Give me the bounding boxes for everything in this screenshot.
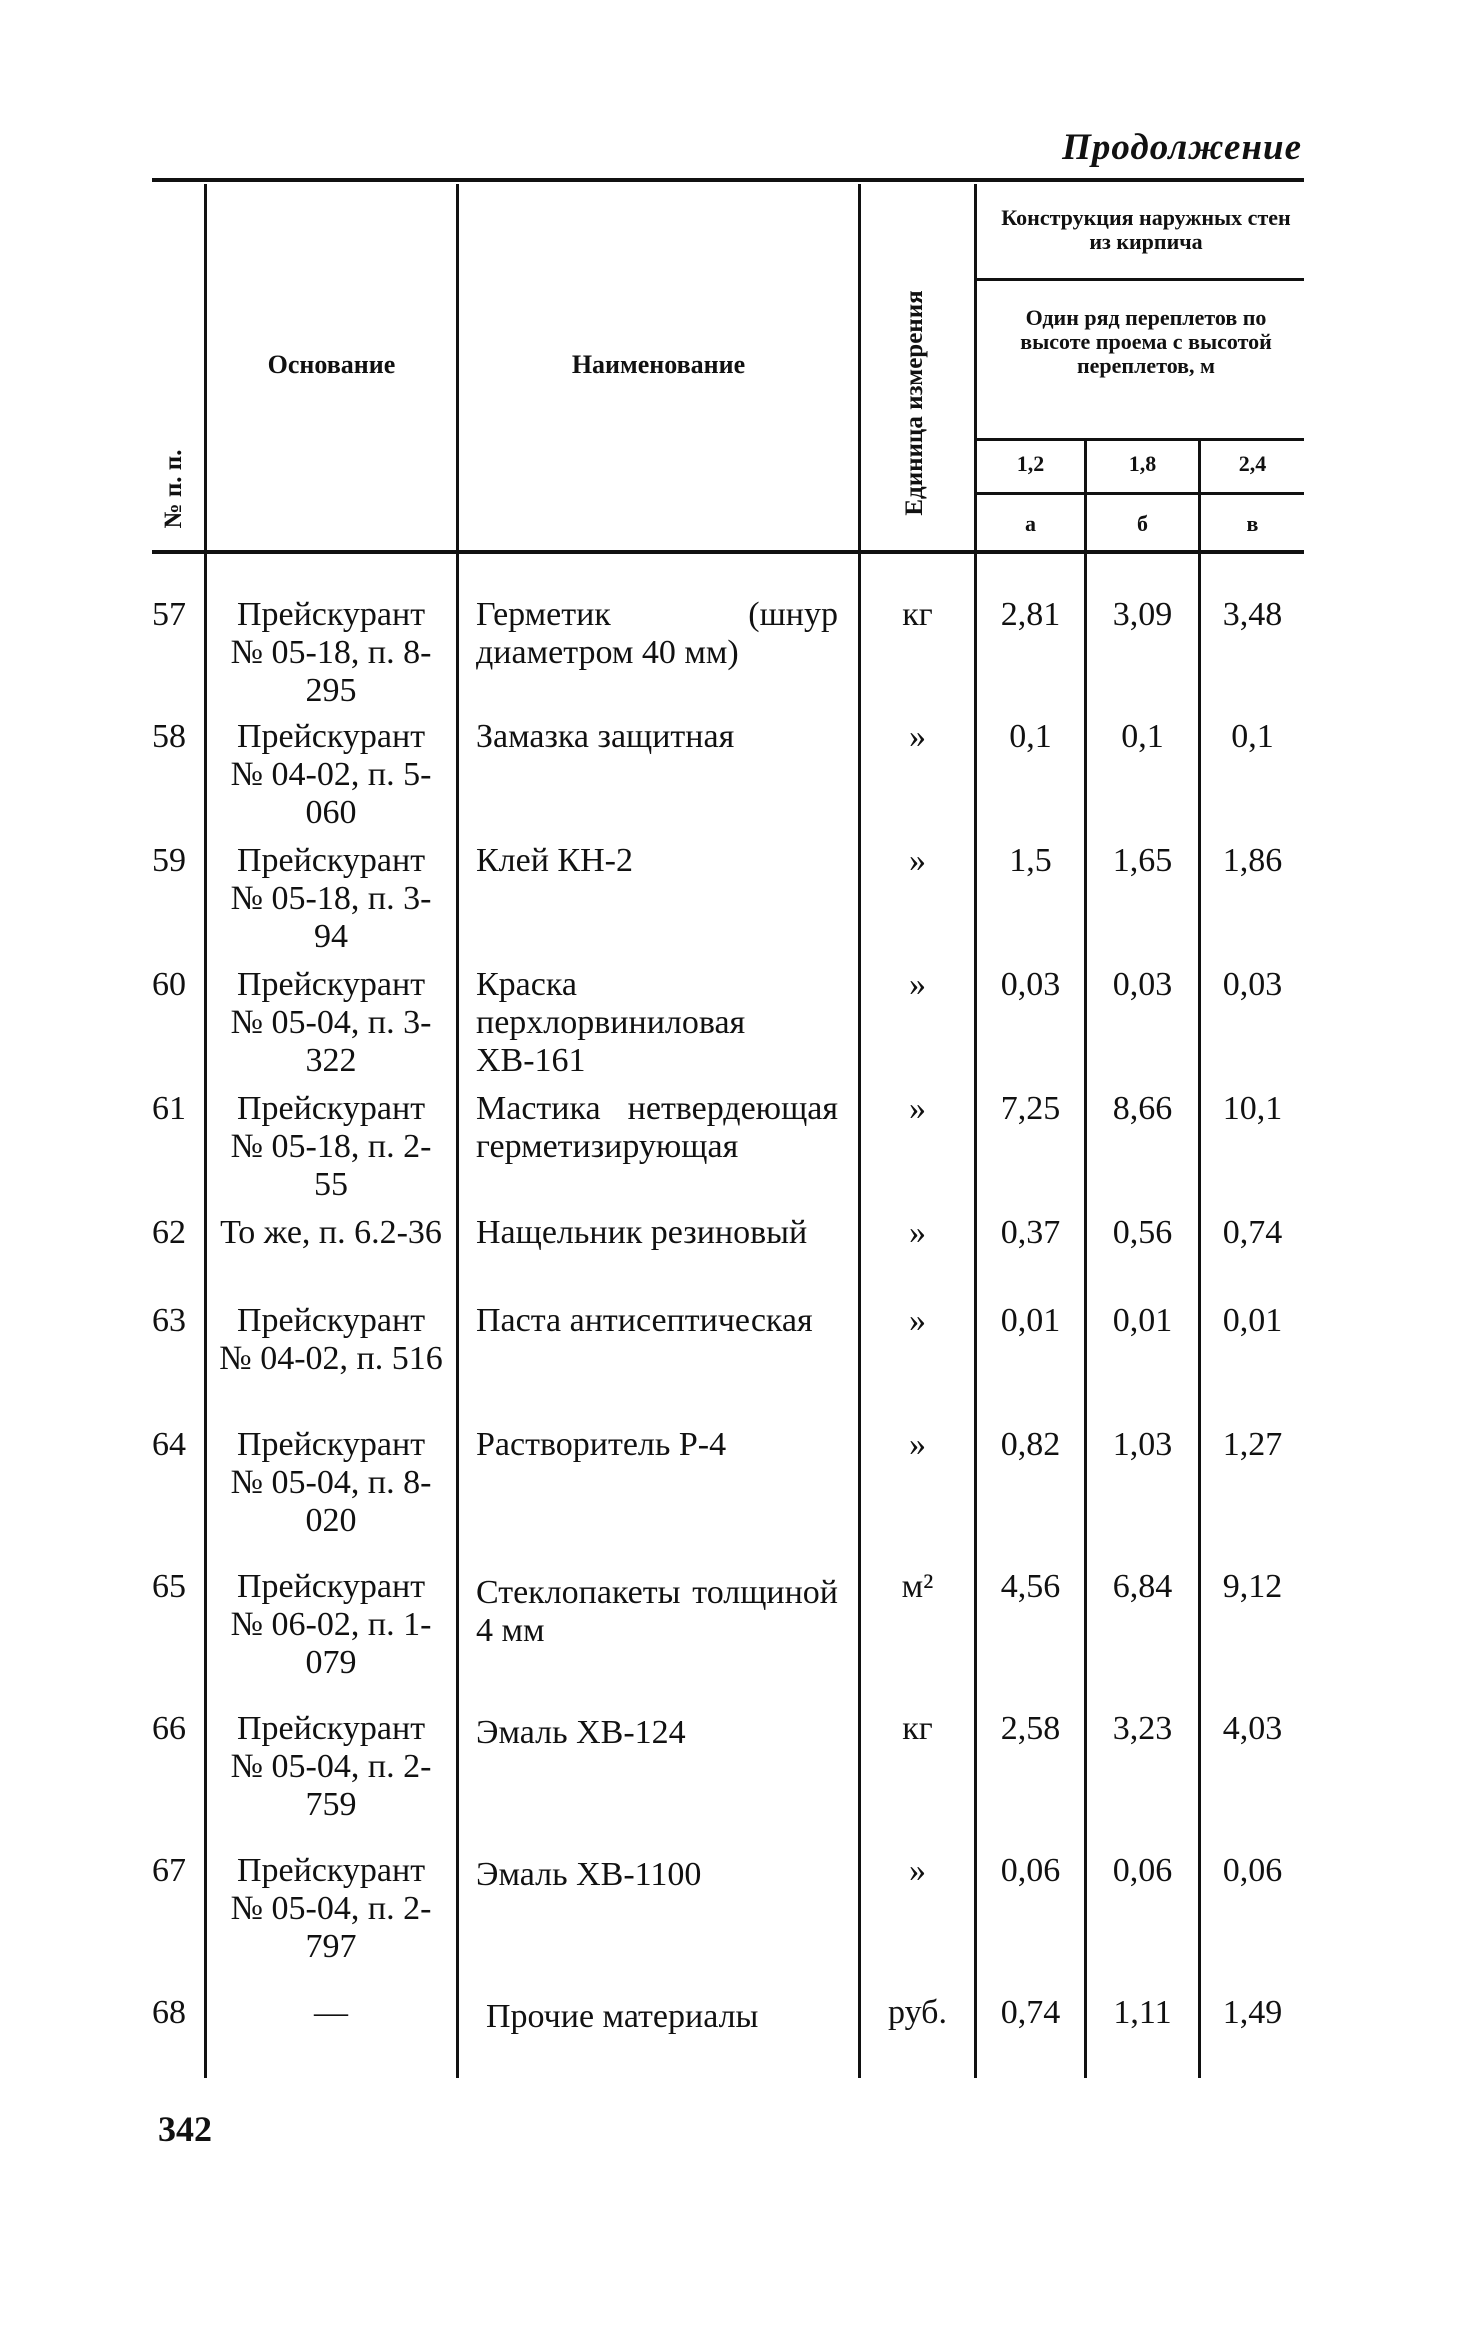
header-bottom-rule <box>152 550 1304 554</box>
row-num: 63 <box>152 1302 186 1339</box>
row-value-c: 10,1 <box>1222 1090 1283 1127</box>
row-name: Краска перхлорвиниловая ХВ-161 <box>476 966 746 1079</box>
row-value-c: 0,01 <box>1222 1302 1283 1339</box>
row-basis: Прейскурант № 05-18, п. 2-55 <box>230 1090 432 1203</box>
row-value-b: 8,66 <box>1112 1090 1173 1127</box>
header-size-c: 2,4 <box>1238 451 1267 476</box>
row-value-c: 0,1 <box>1231 718 1274 755</box>
row-basis: Прейскурант № 05-18, п. 3-94 <box>230 842 432 955</box>
row-value-a: 4,56 <box>1000 1568 1061 1605</box>
row-value-b: 3,09 <box>1112 596 1173 633</box>
row-num: 67 <box>152 1852 186 1889</box>
row-value-c: 4,03 <box>1222 1710 1283 1747</box>
row-unit: » <box>909 1302 926 1339</box>
header-subgroup: Один ряд переплетов по высоте проема с высотой переплетов, м <box>1020 305 1272 378</box>
row-name: Нащельник резиновый <box>476 1214 808 1251</box>
header-name: Наименование <box>571 350 746 379</box>
header-basis: Основание <box>267 350 396 379</box>
row-unit: » <box>909 966 926 1003</box>
row-unit: кг <box>902 1710 933 1747</box>
header-letter-a: а <box>1025 511 1036 536</box>
row-name: Стеклопакеты толщиной 4 мм <box>476 1574 838 1649</box>
row-value-a: 0,1 <box>1009 718 1052 755</box>
sizes-divider-rule <box>976 492 1304 495</box>
row-unit: » <box>909 1214 926 1251</box>
row-value-c: 0,06 <box>1222 1852 1283 1889</box>
row-value-c: 9,12 <box>1222 1568 1283 1605</box>
row-basis: Прейскурант № 05-18, п. 8-295 <box>230 596 432 709</box>
row-value-a: 0,03 <box>1000 966 1061 1003</box>
row-basis: Прейскурант № 06-02, п. 1-079 <box>230 1568 432 1681</box>
row-value-b: 0,06 <box>1112 1852 1173 1889</box>
row-name: Мастика нетвердеющая герметизирующая <box>476 1090 838 1165</box>
row-value-a: 2,81 <box>1000 596 1061 633</box>
row-basis: Прейскурант № 05-04, п. 2-759 <box>230 1710 432 1823</box>
header-unit: Единица измерения <box>901 290 928 516</box>
row-unit: » <box>909 1852 926 1889</box>
row-value-a: 2,58 <box>1000 1710 1061 1747</box>
row-name: Клей КН-2 <box>476 842 633 879</box>
row-name: Замазка защитная <box>476 718 735 755</box>
row-basis: — <box>314 1994 348 2031</box>
column-rule-5 <box>1084 440 1087 2078</box>
row-num: 61 <box>152 1090 186 1127</box>
continuation-label: Продолжение <box>1062 127 1302 168</box>
row-num: 60 <box>152 966 186 1003</box>
header-letter-c: в <box>1246 511 1259 536</box>
row-basis: Прейскурант № 05-04, п. 2-797 <box>230 1852 432 1965</box>
row-value-b: 3,23 <box>1112 1710 1173 1747</box>
row-value-a: 0,74 <box>1000 1994 1061 2031</box>
row-name: Эмаль ХВ-1100 <box>476 1856 702 1893</box>
row-value-a: 0,37 <box>1000 1214 1061 1251</box>
row-unit: м² <box>901 1568 934 1605</box>
row-value-c: 1,27 <box>1222 1426 1283 1463</box>
header-size-b: 1,8 <box>1128 451 1157 476</box>
page-number: 342 <box>158 2109 212 2149</box>
row-value-c: 0,74 <box>1222 1214 1283 1251</box>
row-value-b: 6,84 <box>1112 1568 1173 1605</box>
row-name: Паста антисептическая <box>476 1302 813 1339</box>
row-num: 64 <box>152 1426 186 1463</box>
row-value-c: 1,49 <box>1222 1994 1283 2031</box>
row-value-a: 1,5 <box>1009 842 1052 879</box>
row-value-b: 0,56 <box>1112 1214 1173 1251</box>
row-num: 65 <box>152 1568 186 1605</box>
row-num: 59 <box>152 842 186 879</box>
row-value-b: 0,01 <box>1112 1302 1173 1339</box>
row-value-b: 1,03 <box>1112 1426 1173 1463</box>
row-num: 68 <box>152 1994 186 2031</box>
row-value-c: 3,48 <box>1222 596 1283 633</box>
row-unit: » <box>909 718 926 755</box>
row-name: Эмаль ХВ-124 <box>476 1714 686 1751</box>
row-unit: кг <box>902 596 933 633</box>
row-num: 66 <box>152 1710 186 1747</box>
header-size-a: 1,2 <box>1016 451 1045 476</box>
row-num: 58 <box>152 718 186 755</box>
row-basis: То же, п. 6.2-36 <box>220 1214 442 1251</box>
row-value-b: 1,65 <box>1112 842 1173 879</box>
header-num: № п. п. <box>160 449 187 529</box>
row-value-b: 1,11 <box>1113 1994 1172 2031</box>
row-value-c: 0,03 <box>1222 966 1283 1003</box>
column-rule-3 <box>858 184 861 2078</box>
row-unit: руб. <box>888 1994 947 2031</box>
row-value-c: 1,86 <box>1222 842 1283 879</box>
row-basis: Прейскурант № 04-02, п. 5-060 <box>230 718 432 831</box>
row-unit: » <box>909 842 926 879</box>
group-divider-rule <box>976 278 1304 281</box>
row-value-a: 0,01 <box>1000 1302 1061 1339</box>
column-rule-6 <box>1198 440 1201 2078</box>
row-name: Прочие материалы <box>486 1998 759 2035</box>
row-basis: Прейскурант № 04-02, п. 516 <box>219 1302 443 1377</box>
table-top-rule <box>152 178 1304 182</box>
row-value-a: 0,06 <box>1000 1852 1061 1889</box>
header-letter-b: б <box>1137 511 1148 536</box>
column-rule-2 <box>456 184 459 2078</box>
row-num: 57 <box>152 596 186 633</box>
row-num: 62 <box>152 1214 186 1251</box>
row-value-b: 0,1 <box>1121 718 1164 755</box>
subgroup-divider-rule <box>976 438 1304 441</box>
row-value-a: 7,25 <box>1000 1090 1061 1127</box>
row-value-a: 0,82 <box>1000 1426 1061 1463</box>
row-basis: Прейскурант № 05-04, п. 8-020 <box>230 1426 432 1539</box>
column-rule-1 <box>204 184 207 2078</box>
row-name: Герметик (шнур диаметром 40 мм) <box>476 596 838 671</box>
row-basis: Прейскурант № 05-04, п. 3-322 <box>230 966 432 1079</box>
row-value-b: 0,03 <box>1112 966 1173 1003</box>
row-name: Растворитель Р-4 <box>476 1426 727 1463</box>
row-unit: » <box>909 1426 926 1463</box>
row-unit: » <box>909 1090 926 1127</box>
header-group: Конструкция наружных стен из кирпича <box>1001 205 1291 254</box>
